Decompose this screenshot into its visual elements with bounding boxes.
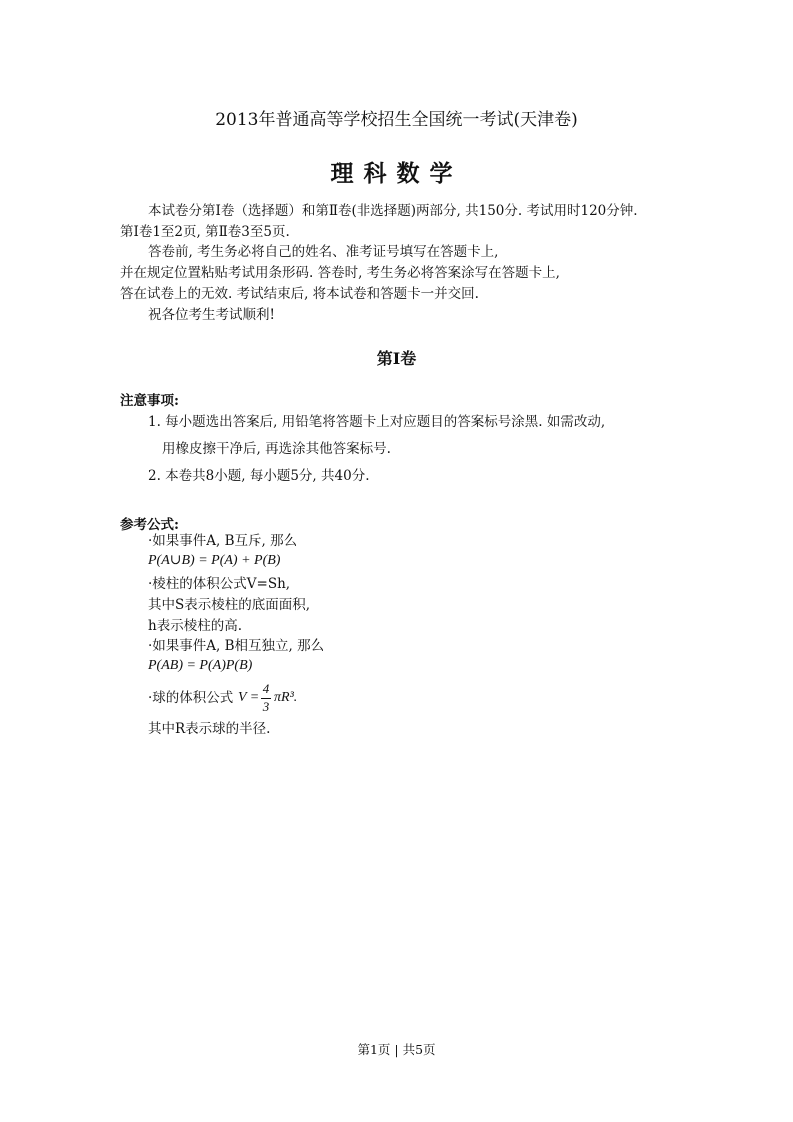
page-footer: 第1页 | 共5页 bbox=[357, 1042, 436, 1057]
formula-sphere-fraction bbox=[261, 681, 271, 715]
intro-line-5: 答在试卷上的无效. 考试结束后, 将本试卷和答题卡一并交回. bbox=[120, 286, 479, 302]
intro-line-3: 答卷前, 考生务必将自己的姓名、准考证号填写在答题卡上, bbox=[148, 244, 499, 260]
note-item-2: 2. 本卷共8小题, 每小题5分, 共40分. bbox=[148, 468, 370, 484]
intro-line-1: 本试卷分第Ⅰ卷（选择题）和第Ⅱ卷(非选择题)两部分, 共150分. 考试用时120分钟. bbox=[148, 203, 638, 219]
formula-eq-independent: P(AB) = P(A)P(B) bbox=[148, 658, 253, 673]
formula-line-2: ·棱柱的体积公式V=Sh, bbox=[148, 576, 291, 592]
formula-sphere-lhs: V = bbox=[238, 690, 260, 705]
note-item-1b: 用橡皮擦干净后, 再选涂其他答案标号. bbox=[162, 441, 391, 457]
formula-sphere-rhs: πR³. bbox=[274, 690, 298, 705]
formulas-heading: 参考公式: bbox=[120, 517, 179, 533]
note-item-1a: 1. 每小题选出答案后, 用铅笔将答题卡上对应题目的答案标号涂黑. 如需改动, bbox=[148, 414, 606, 430]
fraction-denominator: 3 bbox=[262, 699, 270, 714]
intro-line-2: 第Ⅰ卷1至2页, 第Ⅱ卷3至5页. bbox=[120, 224, 290, 240]
formula-line-3: 其中S表示棱柱的底面面积, bbox=[148, 597, 311, 613]
intro-line-6: 祝各位考生考试顺利! bbox=[148, 307, 275, 323]
fraction-numerator: 4 bbox=[262, 681, 270, 696]
formula-line-7: 其中R表示球的半径. bbox=[148, 721, 271, 737]
formula-line-1: ·如果事件A, B互斥, 那么 bbox=[148, 533, 298, 549]
formula-line-6-prefix: ·球的体积公式 bbox=[148, 690, 234, 706]
notes-heading: 注意事项: bbox=[120, 393, 179, 409]
subject-title: 理科数学 bbox=[330, 160, 463, 187]
formula-line-4: h表示棱柱的高. bbox=[148, 618, 242, 634]
exam-title: 2013年普通高等学校招生全国统一考试(天津卷) bbox=[215, 110, 578, 130]
section-title: 第Ⅰ卷 bbox=[376, 349, 417, 368]
intro-line-4: 并在规定位置粘贴考试用条形码. 答卷时, 考生务必将答案涂写在答题卡上, bbox=[120, 265, 560, 281]
formula-line-5: ·如果事件A, B相互独立, 那么 bbox=[148, 638, 325, 654]
formula-eq-union: P(A∪B) = P(A) + P(B) bbox=[148, 553, 281, 568]
